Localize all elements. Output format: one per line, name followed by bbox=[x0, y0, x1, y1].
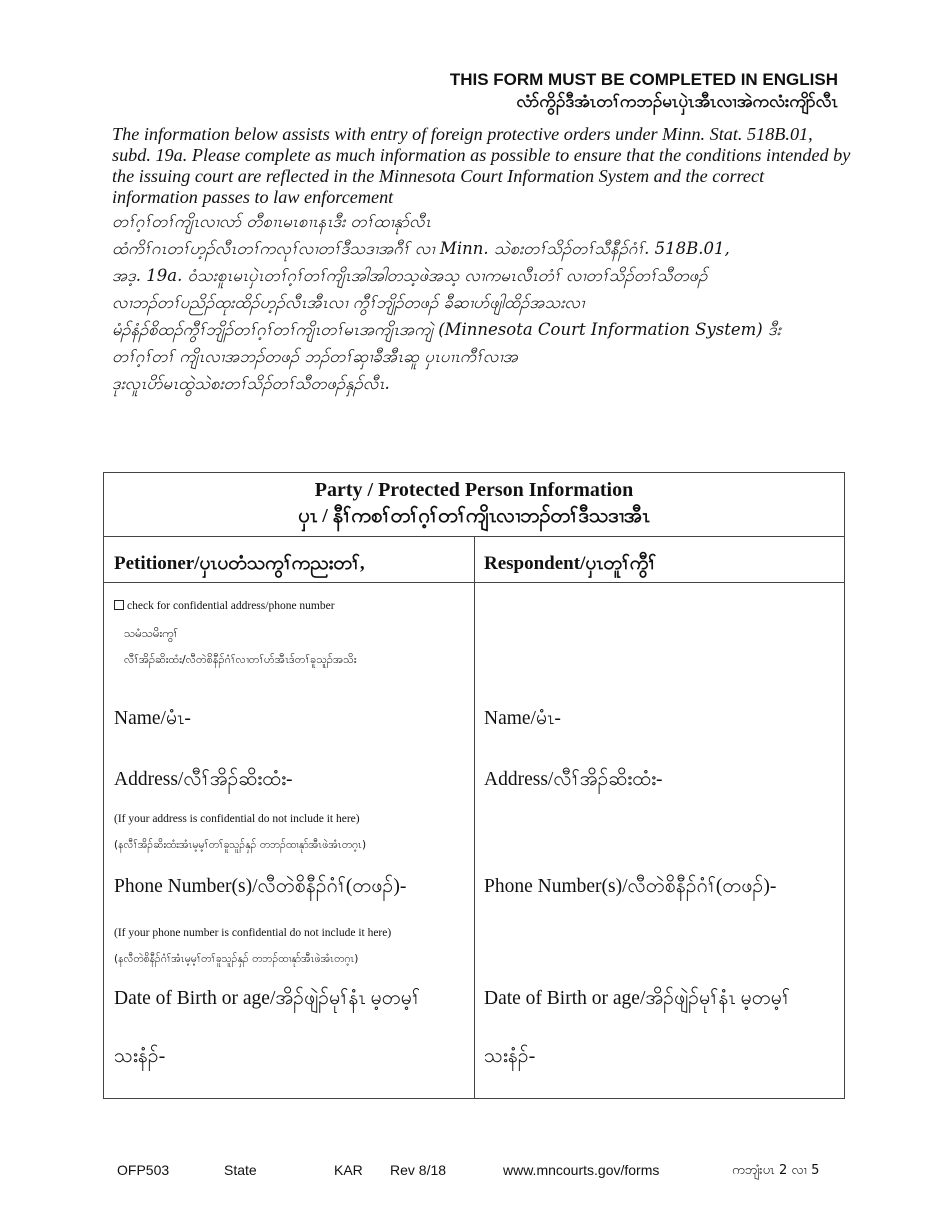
table-title-karen: ပှၤ / နီၢ်ကစၢ်တၢ်ဂ့ၢ်တၢ်ကျိၤလၢဘၣ်တၢ်ဒီသဒၢအီၤ bbox=[298, 505, 650, 527]
respondent-name-field[interactable]: Name/မံၤ- bbox=[484, 708, 561, 729]
intro-karen-line: မံၣ်နံၣ်စိထၣ်ကွီၢ်ဘျိၣ်တၢ်ဂ့ၢ်တၢ်ကျိၤတၢ်မၤအကျိၤအကျဲ (Minnesota Court Information System) ဒီး bbox=[112, 320, 781, 339]
confidential-checkbox[interactable] bbox=[114, 600, 124, 610]
petitioner-address-field[interactable]: Address/လီၢ်အိၣ်ဆိးထံး- bbox=[114, 769, 293, 790]
intro-paragraph-english: The information below assists with entry of foreign protective orders under Minn. Stat. 518B.01, subd. 19a. Please complete as much information as possible to ensure that the conditions intended by the issuing court are reflected in the Minnesota Court Information System and the correct information passes to law enforcement bbox=[112, 124, 851, 207]
party-information-table bbox=[103, 472, 845, 1099]
footer-revision: Rev 8/18 bbox=[390, 1162, 447, 1178]
footer-language: KAR bbox=[334, 1162, 363, 1178]
footer-url[interactable]: www.mncourts.gov/forms bbox=[503, 1162, 660, 1178]
footer-type: State bbox=[224, 1162, 257, 1178]
footer-form-id: OFP503 bbox=[117, 1162, 170, 1178]
column-divider bbox=[474, 537, 475, 1099]
address-note-english: (If your address is confidential do not include it here) bbox=[114, 813, 360, 825]
english-required-notice: THIS FORM MUST BE COMPLETED IN ENGLISH bbox=[449, 70, 838, 89]
address-note-karen: (နလီၢ်အိၣ်ဆိးထံးအံၤမ့မ့ၢ်တၢ်ခူသူၣ်နှၣ် တဘၣ်ထၢနုာ်အီၤဖဲအံၤတဂ့ၤ) bbox=[114, 839, 367, 851]
intro-karen-line: တၢ်ဂ့ၢ်တၢ် ကျိၤလၢအဘၣ်တဖၣ် ဘၣ်တၢ်ဆှၢခီအီၤဆူ ပှၤပၢၤကီၢ်လၢအ bbox=[112, 347, 518, 366]
confidential-karen-2: လီၢ်အိၣ်ဆိးထံး/လီတဲစိနီၣ်ဂံၢ်လၢတၢ်ဟ်အီၤဒ်တၢ်ခူသူၣ်အသိး bbox=[124, 653, 357, 666]
intro-karen-line: ဒုးလူၤပိာ်မၤထွဲသဲစးတၢ်သိၣ်တၢ်သီတဖၣ်နှၣ်လီၤ. bbox=[112, 374, 390, 393]
petitioner-dob-field[interactable]: Date of Birth or age/အိၣ်ဖျဲၣ်မုၢ်နံၤ မ့တမ့ၢ် bbox=[114, 988, 421, 1009]
row-divider bbox=[104, 582, 844, 583]
english-required-notice-karen: လံာ်ကွိၣ်ဒီအံၤတၢ်ကဘၣ်မၤပှဲၤအီၤလၢအဲကလံးကျိာ်လီၤ bbox=[516, 92, 838, 112]
respondent-address-field[interactable]: Address/လီၢ်အိၣ်ဆိးထံး- bbox=[484, 769, 663, 790]
intro-karen-line: ထံကိၢ်ဂၤတၢ်ဟ့ၣ်လီၤတၢ်ကလုၢ်လၢတၢ်ဒီသဒၢအဂီၢ် လၢ Minn. သဲစးတၢ်သိၣ်တၢ်သီနီၣ်ဂံၢ်. 518B.01, bbox=[112, 239, 730, 258]
respondent-phone-field[interactable]: Phone Number(s)/လီတဲစိနီၣ်ဂံၢ်(တဖၣ်)- bbox=[484, 876, 777, 897]
petitioner-name-field[interactable]: Name/မံၤ- bbox=[114, 708, 191, 729]
intro-karen-line: အဒ့. 19a. ဝံသးစူၤမၤပှဲၤတၢ်ဂ့ၢ်တၢ်ကျိၤအါအါတသ့ဖဲအသ့ လၢကမၤလီၤတံၢ် လၢတၢ်သိၣ်တၢ်သီတဖၣ် bbox=[112, 266, 708, 285]
footer-page-number: ကဘျံးပၤ 2 လၢ 5 bbox=[732, 1163, 820, 1178]
intro-karen-line: တၢ်ဂ့ၢ်တၢ်ကျိၤလၢလာ် တီစၢၤမၤစၢၤနၤဒီး တၢ်ထၢနုာ်လီၤ bbox=[112, 212, 431, 231]
confidential-checkbox-row[interactable] bbox=[114, 600, 335, 612]
confidential-checkbox-label: check for confidential address/phone number bbox=[127, 600, 335, 612]
table-title-english: Party / Protected Person Information bbox=[314, 479, 634, 501]
petitioner-header: Petitioner/ပှၤပတံသကွၢ်ကညးတၢ်, bbox=[114, 553, 365, 574]
respondent-dob-field[interactable]: Date of Birth or age/အိၣ်ဖျဲၣ်မုၢ်နံၤ မ့တမ့ၢ် bbox=[484, 988, 791, 1009]
respondent-age-field[interactable]: သးနံၣ်- bbox=[484, 1046, 536, 1067]
confidential-karen-1: သမံသမိးကွၢ် bbox=[124, 626, 179, 640]
table-title bbox=[104, 473, 844, 537]
petitioner-age-field[interactable]: သးနံၣ်- bbox=[114, 1046, 166, 1067]
phone-note-karen: (နလီတဲစိနီၣ်ဂံၢ်အံၤမ့မ့ၢ်တၢ်ခူသူၣ်နှၣ် တဘၣ်ထၢနုာ်အီၤဖဲအံၤတဂ့ၤ) bbox=[114, 953, 359, 965]
intro-paragraph-karen bbox=[112, 208, 872, 397]
intro-karen-line: လၢဘၣ်တၢ်ပညိၣ်ထုးထိၣ်ဟ့ၣ်လီၤအီၤလၢ ကွီၢ်ဘျိၣ်တဖၣ် ခီဆၢဟ်ဖျါထိၣ်အသးလၢ bbox=[112, 293, 585, 312]
phone-note-english: (If your phone number is confidential do not include it here) bbox=[114, 927, 392, 939]
respondent-header: Respondent/ပှၤတူၢ်ကွီၢ် bbox=[484, 553, 657, 574]
petitioner-phone-field[interactable]: Phone Number(s)/လီတဲစိနီၣ်ဂံၢ်(တဖၣ်)- bbox=[114, 876, 407, 897]
